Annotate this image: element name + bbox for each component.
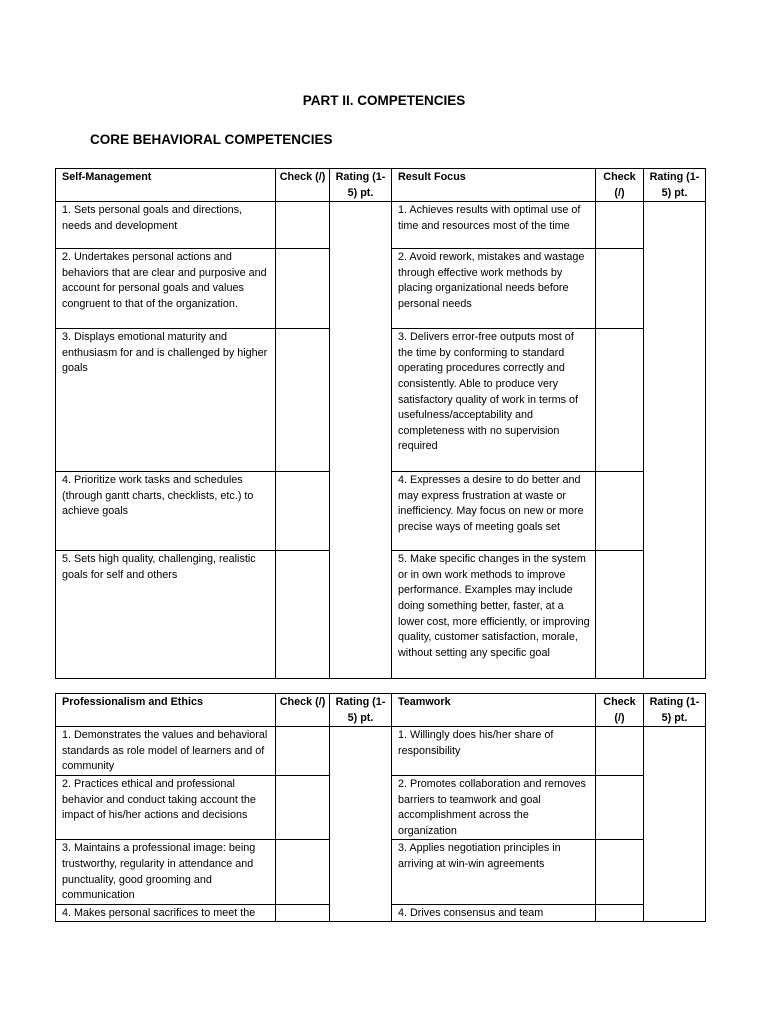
check-cell[interactable] [276, 840, 330, 904]
check-cell[interactable] [276, 329, 330, 472]
check-cell[interactable] [276, 202, 330, 249]
competency-table-1 [55, 168, 706, 679]
competency-item: 4. Makes personal sacrifices to meet the [56, 904, 276, 922]
competency-item: 5. Make specific changes in the system or in own work methods to improve performance. Examples may include doing something better, faster, at a lower cost, more efficiently, or improving quality, customer satisfaction, morale, without setting any specific goal [392, 551, 596, 679]
competency-item: 4. Prioritize work tasks and schedules (through gantt charts, checklists, etc.) to achieve goals [56, 472, 276, 551]
competency-item: 2. Practices ethical and professional behavior and conduct taking account the impact of his/her actions and decisions [56, 775, 276, 839]
rating-cell[interactable] [644, 202, 706, 679]
check-cell[interactable] [276, 551, 330, 679]
check-cell[interactable] [276, 775, 330, 839]
professionalism-heading: Professionalism and Ethics [56, 694, 276, 727]
check-cell[interactable] [596, 551, 644, 679]
teamwork-heading: Teamwork [392, 694, 596, 727]
result-focus-heading: Result Focus [392, 169, 596, 202]
competency-item: 2. Undertakes personal actions and behaviors that are clear and purposive and account for personal goals and values congruent to that of the organization. [56, 249, 276, 329]
competency-item: 1. Willingly does his/her share of responsibility [392, 727, 596, 776]
check-cell[interactable] [596, 249, 644, 329]
competency-item: 1. Demonstrates the values and behavioral standards as role model of learners and of community [56, 727, 276, 776]
competency-table-2 [55, 693, 706, 922]
rating-header: Rating (1-5) pt. [644, 694, 706, 727]
check-cell[interactable] [596, 472, 644, 551]
check-cell[interactable] [276, 472, 330, 551]
competency-item: 4. Expresses a desire to do better and may express frustration at waste or inefficiency. May focus on new or more precise ways of meeting goals set [392, 472, 596, 551]
check-header: Check (/) [596, 694, 644, 727]
competency-item: 3. Displays emotional maturity and enthusiasm for and is challenged by higher goals [56, 329, 276, 472]
competency-item: 1. Achieves results with optimal use of time and resources most of the time [392, 202, 596, 249]
competency-item: 2. Promotes collaboration and removes barriers to teamwork and goal accomplishment across the organization [392, 775, 596, 839]
check-cell[interactable] [596, 727, 644, 776]
self-management-heading: Self-Management [56, 169, 276, 202]
check-header: Check (/) [596, 169, 644, 202]
competency-item: 3. Applies negotiation principles in arriving at win-win agreements [392, 840, 596, 904]
check-cell[interactable] [596, 840, 644, 904]
rating-header: Rating (1-5) pt. [644, 169, 706, 202]
check-cell[interactable] [596, 329, 644, 472]
rating-cell[interactable] [330, 727, 392, 922]
check-cell[interactable] [596, 202, 644, 249]
page-title: PART II. COMPETENCIES [302, 93, 466, 108]
check-cell[interactable] [276, 904, 330, 922]
check-header: Check (/) [276, 169, 330, 202]
competency-item: 2. Avoid rework, mistakes and wastage through effective work methods by placing organizational needs before personal needs [392, 249, 596, 329]
check-cell[interactable] [276, 249, 330, 329]
rating-cell[interactable] [644, 727, 706, 922]
check-cell[interactable] [276, 727, 330, 776]
competency-item: 1. Sets personal goals and directions, needs and development [56, 202, 276, 249]
section-subtitle: CORE BEHAVIORAL COMPETENCIES [90, 132, 333, 147]
check-header: Check (/) [276, 694, 330, 727]
check-cell[interactable] [596, 904, 644, 922]
competency-item: 3. Delivers error-free outputs most of the time by conforming to standard operating procedures correctly and consistently. Able to produce very satisfactory quality of work in terms of usefulness/acceptability and completeness with no supervision required [392, 329, 596, 472]
rating-header: Rating (1-5) pt. [330, 169, 392, 202]
check-cell[interactable] [596, 775, 644, 839]
competency-item: 4. Drives consensus and team [392, 904, 596, 922]
rating-header: Rating (1-5) pt. [330, 694, 392, 727]
competency-item: 3. Maintains a professional image: being trustworthy, regularity in attendance and punctuality, good grooming and communication [56, 840, 276, 904]
competency-item: 5. Sets high quality, challenging, realistic goals for self and others [56, 551, 276, 679]
rating-cell[interactable] [330, 202, 392, 679]
